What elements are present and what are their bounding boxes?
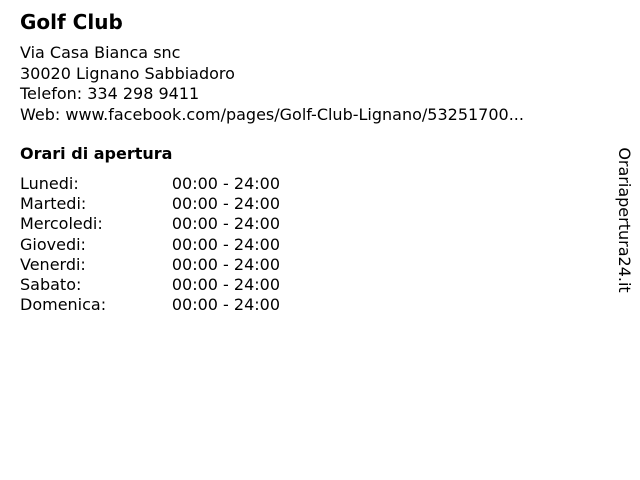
time-range: 00:00 - 24:00 [171, 234, 280, 254]
opening-hours-title: Orari di apertura [20, 144, 173, 163]
time-range: 00:00 - 24:00 [171, 254, 280, 274]
hours-row-monday [20, 174, 280, 194]
hours-row-thursday [20, 235, 280, 255]
address-line-2: 30020 Lignano Sabbiadoro [20, 63, 235, 83]
watermark-text: Orariapertura24.it [615, 147, 634, 293]
time-range: 00:00 - 24:00 [171, 274, 280, 294]
day-label: Martedi: [20, 194, 87, 214]
time-range: 00:00 - 24:00 [171, 214, 280, 234]
day-label: Lunedi: [20, 174, 79, 193]
day-label: Sabato: [20, 274, 82, 294]
hours-row-sunday [20, 295, 280, 315]
time-range: 00:00 - 24:00 [171, 194, 280, 214]
hours-row-tuesday [20, 194, 280, 214]
business-info [20, 43, 524, 125]
business-name: Golf Club [20, 10, 123, 34]
hours-row-saturday [20, 275, 280, 295]
address-line-1: Via Casa Bianca snc [20, 43, 181, 62]
day-label: Venerdi: [20, 254, 86, 274]
day-label: Giovedi: [20, 234, 86, 254]
time-range: 00:00 - 24:00 [171, 174, 280, 193]
opening-hours-list [20, 174, 280, 315]
phone-line[interactable]: Telefon: 334 298 9411 [20, 84, 200, 103]
time-range: 00:00 - 24:00 [171, 295, 280, 315]
hours-row-friday [20, 255, 280, 275]
hours-row-wednesday [20, 214, 280, 234]
day-label: Mercoledi: [20, 214, 103, 234]
day-label: Domenica: [20, 295, 107, 315]
web-line[interactable]: Web: www.facebook.com/pages/Golf-Club-Lignano/53251700... [20, 104, 524, 124]
